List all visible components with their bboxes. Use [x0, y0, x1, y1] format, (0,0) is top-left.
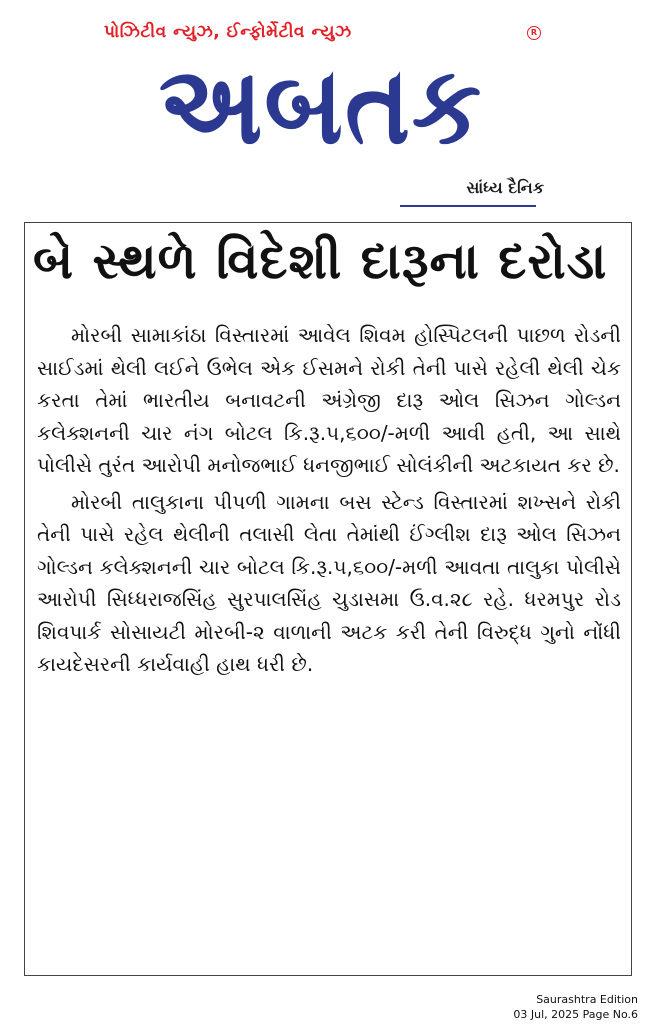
masthead-subtitle: સાંધ્ય દૈનિક [466, 178, 544, 197]
article-headline: બે સ્થળે વિદેશી દારૂના દરોડા [33, 232, 608, 290]
article-box [24, 222, 632, 976]
article-paragraph: મોરબી તાલુકાના પીપળી ગામના બસ સ્ટેન્ડ વિસ્તારમાં શખ્સને રોકી તેની પાસે રહેલ થેલીની તલાસી લેતા તેમાંથી ઈંગ્લીશ દારૂ ઓલ સિઝન ગોલ્ડન કલેક્શનની ચાર બોટલ કિ.રૂ.૫,૬૦૦/-મળી આવતા તાલુકા પોલીસે આરોપી સિધ્ધરાજસિંહ સુરપાલસિંહ ચુડાસમા ઉ.વ.૨૮ રહે. ધરમપુર રોડ શિવપાર્ક સોસાયટી મોરબી-૨ વાળાની અટક કરી તેની વિરુદ્ધ ગુનો નોંધી કાયદેસરની કાર્યવાહી હાથ ધરી છે. [37, 489, 621, 676]
article-paragraph: મોરબી સામાકાંઠા વિસ્તારમાં આવેલ શિવમ હોસ્પિટલની પાછળ રોડની સાઈડમાં થેલી લઈને ઉભેલ એક ઈસમને રોકી તેની પાસે રહેલી થેલી ચેક કરતા તેમાં ભારતીય બનાવટની અંગ્રેજી દારૂ ઓલ સિઝન ગોલ્ડન કલેક્શનની ચાર નંગ બોટલ કિ.રૂ.૫,૬૦૦/-મળી આવી હતી, આ સાથે પોલીસે તુરંત આરોપી મનોજભાઈ ધનજીભાઈ સોલંકીની અટકાયત કર છે. [37, 323, 621, 477]
page-footer [513, 992, 638, 1022]
subtitle-underline [400, 205, 536, 207]
masthead-tagline: પોઝિટીવ ન્યુઝ, ઈન્ફોર્મેટીવ ન્યુઝ [104, 22, 352, 42]
masthead [96, 10, 556, 205]
date-page-label: 03 Jul, 2025 Page No.6 [513, 1008, 638, 1021]
edition-label: Saurashtra Edition [536, 993, 638, 1006]
registered-mark-icon: R [527, 26, 541, 40]
newspaper-logo: અબતક [158, 42, 484, 169]
article-body [37, 319, 621, 685]
